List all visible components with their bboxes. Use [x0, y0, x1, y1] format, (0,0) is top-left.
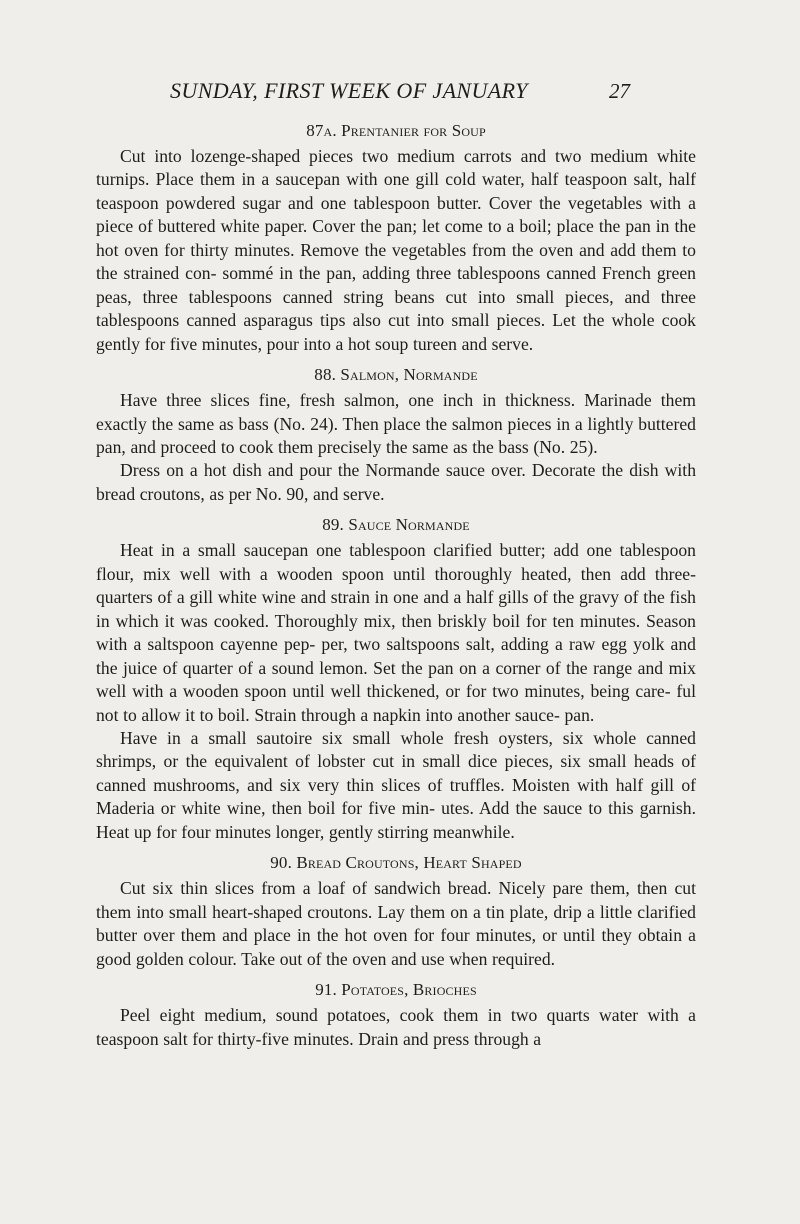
running-title: SUNDAY, FIRST WEEK OF JANUARY — [170, 78, 528, 103]
recipe-title: 90. Bread Croutons, Heart Shaped — [270, 853, 522, 873]
recipe-paragraph: Peel eight medium, sound potatoes, cook them in two quarts water with a teaspoon salt for thirty-five minutes. Drain and press through a — [96, 1005, 696, 1049]
recipe-title: 88. Salmon, Normande — [314, 365, 478, 385]
page-number: 27 — [609, 79, 630, 103]
recipe-paragraph: Heat in a small saucepan one tablespoon clarified butter; add one tablespoon flour, mix well with a wooden spoon until thoroughly heated, then add three-quarters of a gill white wine and strain in one and a half gills of the gravy of the fish in which it was cooked. Thoroughly mix, then briskly boil for ten minutes. Season with a saltspoon cayenne pep- per, two saltspoons salt, adding a raw egg yolk and the juice of quarter of a sound lemon. Set the pan on a corner of the range and mix well with a wooden spoon until well thickened, or for two minutes, being care- ful not to allow it to boil. Strain through a napkin into another sauce- pan. — [96, 540, 696, 725]
recipe-87a — [96, 116, 696, 356]
recipe-title: 91. Potatoes, Brioches — [315, 980, 477, 1000]
recipe-91 — [96, 975, 696, 1051]
page-content — [96, 116, 696, 1051]
recipe-88 — [96, 360, 696, 506]
recipe-paragraph: Dress on a hot dish and pour the Normande sauce over. Decorate the dish with bread croutons, as per No. 90, and serve. — [96, 460, 696, 504]
recipe-paragraph: Cut six thin slices from a loaf of sandwich bread. Nicely pare them, then cut them into small heart-shaped croutons. Lay them on a tin plate, drip a little clarified butter over them and place in the hot oven for four minutes, or until they obtain a good golden colour. Take out of the oven and use when required. — [96, 878, 696, 969]
recipe-paragraph: Have in a small sautoire six small whole fresh oysters, six whole canned shrimps, or the equivalent of lobster cut in small dice pieces, six small heads of canned mushrooms, and six very thin slices of truffles. Moisten with half gill of Maderia or white wine, then boil for five min- utes. Add the sauce to this garnish. Heat up for four minutes longer, gently stirring meanwhile. — [96, 727, 696, 842]
recipe-title: 87a. Prentanier for Soup — [306, 121, 486, 140]
recipe-90 — [96, 848, 696, 971]
recipe-title: 89. Sauce Normande — [322, 515, 470, 535]
recipe-paragraph: Have three slices fine, fresh salmon, one inch in thickness. Marinade them exactly the same as bass (No. 24). Then place the salmon pieces in a lightly buttered pan, and proceed to cook them precisely the same as the bass (No. 25). — [96, 390, 696, 457]
running-head — [170, 78, 630, 106]
recipe-paragraph: Cut into lozenge-shaped pieces two medium carrots and two medium white turnips. Place them in a saucepan with one gill cold water, half teaspoon salt, half teaspoon powdered sugar and one tablespoon butter. Cover the vegetables with a piece of buttered white paper. Cover the pan; let come to a boil; place the pan in the hot oven for thirty minutes. Remove the vegetables from the oven and add them to the strained con- sommé in the pan, adding three tablespoons canned French green peas, three tablespoons canned string beans cut into small pieces, and three tablespoons canned asparagus tips also cut into small pieces. Let the whole cook gently for five minutes, pour into a hot soup tureen and serve. — [96, 146, 696, 354]
recipe-89 — [96, 510, 696, 844]
